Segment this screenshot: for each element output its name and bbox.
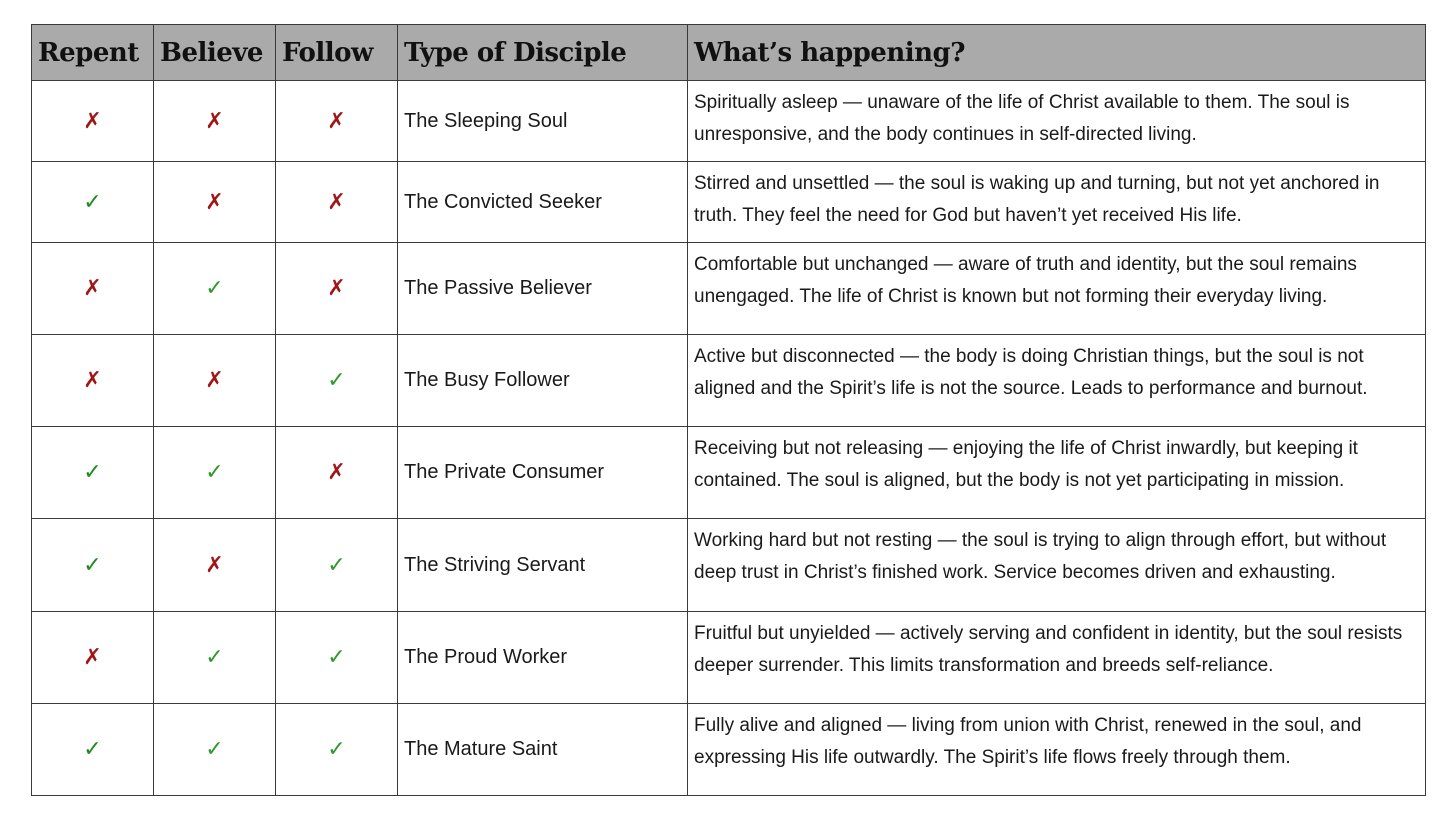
repent-check-icon: ✓ [32,427,154,519]
disciple-description: Comfortable but unchanged — aware of truth and identity, but the soul remains unengaged. The life of Christ is known but not forming their everyday living. [688,243,1426,335]
disciple-type: The Mature Saint [398,704,688,796]
disciple-type: The Sleeping Soul [398,81,688,162]
header-whats-happening: What’s happening? [688,25,1426,81]
table-row [32,704,1426,796]
repent-check-icon: ✓ [32,162,154,243]
disciple-description: Working hard but not resting — the soul is trying to align through effort, but without deep trust in Christ’s finished work. Service becomes driven and exhausting. [688,519,1426,612]
disciple-description: Receiving but not releasing — enjoying the life of Christ inwardly, but keeping it contained. The soul is aligned, but the body is not yet participating in mission. [688,427,1426,519]
repent-cross-icon: ✗ [32,335,154,427]
table-row [32,427,1426,519]
table-row [32,335,1426,427]
disciple-description: Active but disconnected — the body is doing Christian things, but the soul is not aligned and the Spirit’s life is not the source. Leads to performance and burnout. [688,335,1426,427]
repent-cross-icon: ✗ [32,81,154,162]
disciple-description: Spiritually asleep — unaware of the life of Christ available to them. The soul is unresponsive, and the body continues in self-directed living. [688,81,1426,162]
table-row [32,162,1426,243]
header-follow: Follow [276,25,398,81]
disciple-type: The Busy Follower [398,335,688,427]
believe-check-icon: ✓ [154,612,276,704]
believe-check-icon: ✓ [154,243,276,335]
follow-cross-icon: ✗ [276,243,398,335]
believe-cross-icon: ✗ [154,81,276,162]
table-row [32,612,1426,704]
disciple-description: Stirred and unsettled — the soul is waking up and turning, but not yet anchored in truth. They feel the need for God but haven’t yet received His life. [688,162,1426,243]
follow-cross-icon: ✗ [276,427,398,519]
header-believe: Believe [154,25,276,81]
disciple-type: The Convicted Seeker [398,162,688,243]
table-row [32,243,1426,335]
table-row [32,81,1426,162]
disciple-description: Fruitful but unyielded — actively serving and confident in identity, but the soul resists deeper surrender. This limits transformation and breeds self-reliance. [688,612,1426,704]
header-repent: Repent [32,25,154,81]
table-row [32,519,1426,612]
header-type-of-disciple: Type of Disciple [398,25,688,81]
repent-cross-icon: ✗ [32,243,154,335]
disciple-type: The Striving Servant [398,519,688,612]
follow-check-icon: ✓ [276,519,398,612]
believe-cross-icon: ✗ [154,335,276,427]
follow-cross-icon: ✗ [276,162,398,243]
believe-check-icon: ✓ [154,704,276,796]
follow-check-icon: ✓ [276,704,398,796]
follow-check-icon: ✓ [276,612,398,704]
follow-check-icon: ✓ [276,335,398,427]
header-row [32,25,1426,81]
disciple-types-table [31,24,1426,796]
disciple-type: The Proud Worker [398,612,688,704]
repent-check-icon: ✓ [32,704,154,796]
believe-cross-icon: ✗ [154,519,276,612]
believe-cross-icon: ✗ [154,162,276,243]
disciple-description: Fully alive and aligned — living from union with Christ, renewed in the soul, and expressing His life outwardly. The Spirit’s life flows freely through them. [688,704,1426,796]
follow-cross-icon: ✗ [276,81,398,162]
disciple-type: The Passive Believer [398,243,688,335]
believe-check-icon: ✓ [154,427,276,519]
repent-check-icon: ✓ [32,519,154,612]
repent-cross-icon: ✗ [32,612,154,704]
disciple-type: The Private Consumer [398,427,688,519]
